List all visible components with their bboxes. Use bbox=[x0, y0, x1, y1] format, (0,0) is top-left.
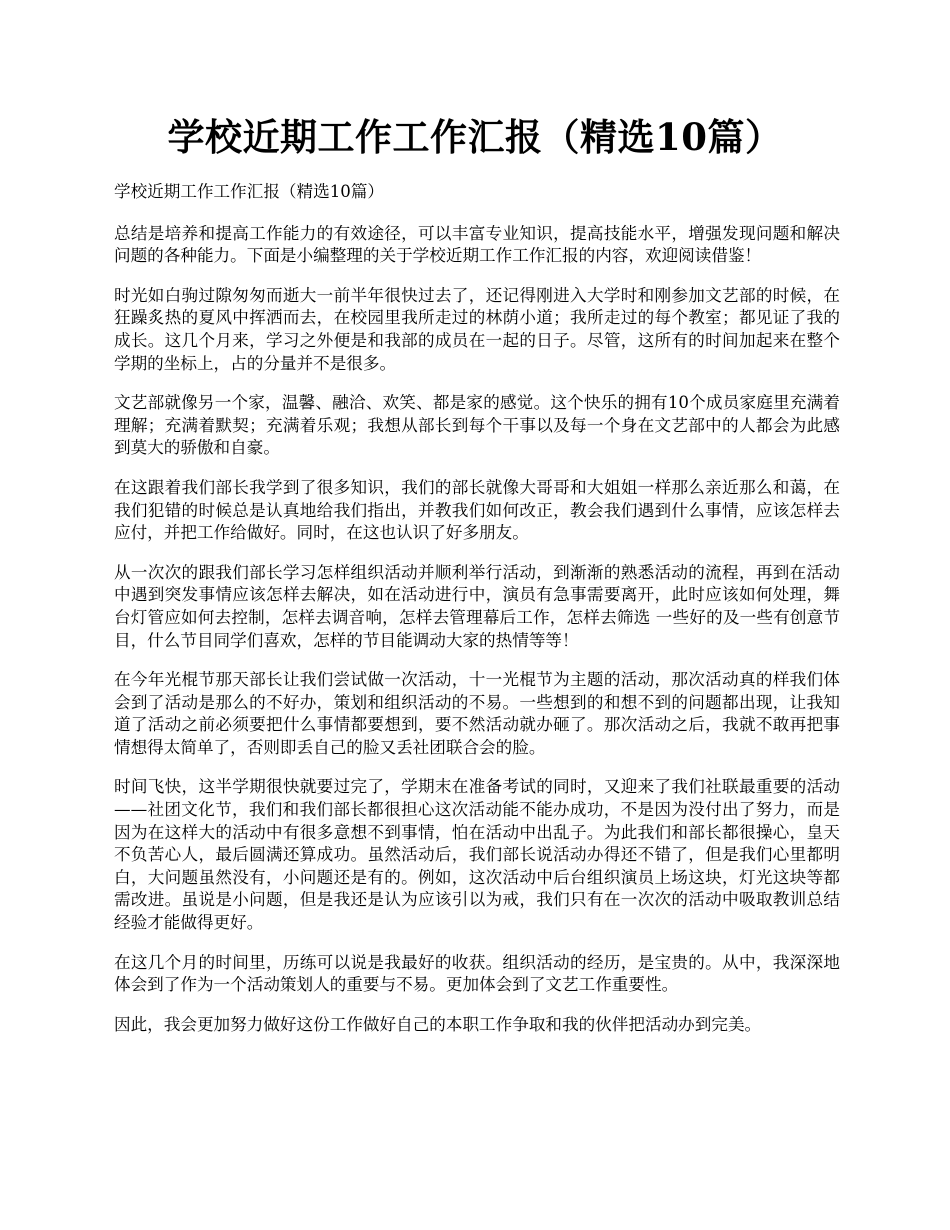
paragraph: 从一次次的跟我们部长学习怎样组织活动并顺利举行活动，到渐渐的熟悉活动的流程，再到在活动中遇到突发事情应该怎样去解决，如在活动进行中，演员有急事需要离开，此时应该如何处理，舞台灯管应如何去控制，怎样去调音响，怎样去管理幕后工作，怎样去筛选 一些好的及一些有创意节目，什么节目同学们喜欢，怎样的节目能调动大家的热情等等！ bbox=[114, 562, 840, 650]
paragraph: 时光如白驹过隙匆匆而逝大一前半年很快过去了，还记得刚进入大学时和刚参加文艺部的时候，在狂躁炙热的夏风中挥洒而去，在校园里我所走过的林荫小道；我所走过的每个教室；都见证了我的成长。这几个月来，学习之外便是和我部的成员在一起的日子。尽管，这所有的时间加起来在整个学期的坐标上，占的分量并不是很多。 bbox=[114, 285, 840, 373]
paragraph: 文艺部就像另一个家，温馨、融洽、欢笑、都是家的感觉。这个快乐的拥有10个成员家庭里充满着理解；充满着默契；充满着乐观；我想从部长到每个干事以及每一个身在文艺部中的人都会为此感到莫大的骄傲和自豪。 bbox=[114, 393, 840, 458]
paragraph: 在这几个月的时间里，历练可以说是我最好的收获。组织活动的经历，是宝贵的。从中，我深深地体会到了作为一个活动策划人的重要与不易。更加体会到了文艺工作重要性。 bbox=[114, 952, 840, 995]
document-subtitle: 学校近期工作工作汇报（精选10篇） bbox=[114, 182, 385, 201]
paragraph-intro: 总结是培养和提高工作能力的有效途径，可以丰富专业知识，提高技能水平，增强发现问题和解决问题的各种能力。下面是小编整理的关于学校近期工作工作汇报的内容，欢迎阅读借鉴！ bbox=[114, 223, 840, 266]
paragraph: 在今年光棍节那天部长让我们尝试做一次活动，十一光棍节为主题的活动，那次活动真的样我们体会到了活动是那么的不好办，策划和组织活动的不易。一些想到的和想不到的问题都出现，让我知道了活动之前必须要把什么事情都要想到，要不然活动就办砸了。那次活动之后，我就不敢再把事情想得太简单了，否则即丢自己的脸又丢社团联合会的脸。 bbox=[114, 670, 840, 757]
document-body bbox=[114, 181, 840, 1053]
paragraph-conclusion: 因此，我会更加努力做好这份工作做好自己的本职工作争取和我的伙伴把活动办到完美。 bbox=[114, 1014, 762, 1034]
paragraph: 时间飞快，这半学期很快就要过完了，学期末在准备考试的同时，又迎来了我们社联最重要的活动——社团文化节，我们和我们部长都很担心这次活动能不能办成功，不是因为没付出了努力，而是因为在这样大的活动中有很多意想不到事情，怕在活动中出乱子。为此我们和部长都很操心，皇天不负苦心人，最后圆满还算成功。虽然活动后，我们部长说活动办得还不错了，但是我们心里都明白，大问题虽然没有，小问题还是有的。例如，这次活动中后台组织演员上场这块，灯光这块等都需改进。虽说是小问题，但是我还是认为应该引以为戒，我们只有在一次次的活动中吸取教训总结经验才能做得更好。 bbox=[114, 777, 840, 933]
paragraph: 在这跟着我们部长我学到了很多知识，我们的部长就像大哥哥和大姐姐一样那么亲近那么和蔼，在我们犯错的时候总是认真地给我们指出，并教我们如何改正，教会我们遇到什么事情，应该怎样去应付，并把工作给做好。同时，在这也认识了好多朋友。 bbox=[114, 477, 840, 543]
document-title: 学校近期工作工作汇报（精选10篇） bbox=[167, 115, 783, 159]
